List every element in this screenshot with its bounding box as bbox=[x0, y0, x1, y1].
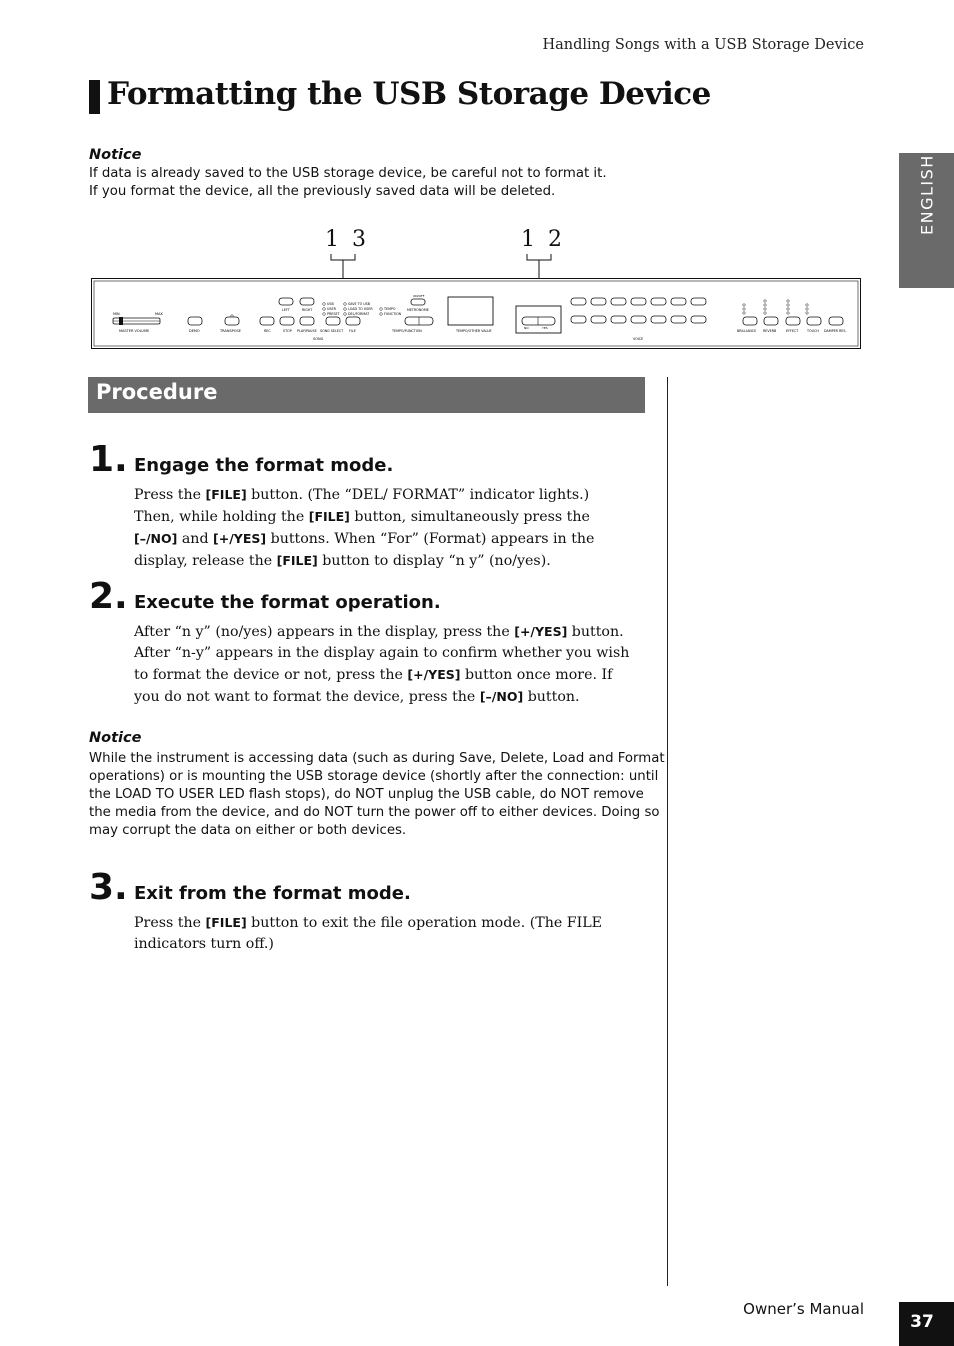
bracket-a bbox=[331, 254, 355, 260]
file-key: [FILE] bbox=[205, 915, 247, 930]
rec-button bbox=[260, 317, 274, 325]
no-key: [–/NO] bbox=[134, 531, 178, 546]
notice-line: may corrupt the data on either or both devices. bbox=[89, 823, 407, 838]
usb-label: USB bbox=[327, 302, 334, 306]
file-key: [FILE] bbox=[205, 487, 247, 502]
page-number: 37 bbox=[910, 1312, 934, 1332]
brilliance-button bbox=[743, 317, 757, 325]
on-off-label: ON/OFF bbox=[413, 294, 425, 298]
notice-label: Notice bbox=[89, 730, 142, 746]
load-to-user-label: LOAD TO USER bbox=[348, 307, 373, 311]
notice-text bbox=[89, 750, 665, 840]
column-divider bbox=[667, 377, 668, 1286]
touch-label: TOUCH bbox=[807, 329, 819, 333]
reverb-button bbox=[764, 317, 778, 325]
step-number: 3. bbox=[89, 867, 128, 908]
del-format-label: DEL/FORMAT bbox=[348, 312, 370, 316]
notice-label: Notice bbox=[89, 147, 142, 163]
transpose-label: TRANSPOSE bbox=[220, 329, 241, 333]
play-pause-label: PLAY/PAUSE bbox=[297, 329, 317, 333]
step-number: 1. bbox=[89, 439, 128, 480]
function-label: FUNCTION bbox=[384, 312, 402, 316]
page-title: Formatting the USB Storage Device bbox=[107, 76, 711, 112]
rec-label: REC bbox=[264, 329, 271, 333]
callout-steps-b: 1 2 bbox=[521, 227, 565, 252]
effect-button bbox=[786, 317, 800, 325]
tempo-other-value-label: TEMPO/OTHER VALUE bbox=[456, 329, 492, 333]
yes-key: [+/YES] bbox=[407, 667, 461, 682]
notice-line: If data is already saved to the USB storage device, be careful not to format it. bbox=[89, 166, 607, 181]
bracket-b bbox=[527, 254, 551, 260]
no-key: [–/NO] bbox=[479, 689, 524, 704]
min-label: MIN bbox=[113, 312, 120, 316]
user-label: USER bbox=[327, 307, 336, 311]
damper-res-label: DAMPER RES. bbox=[824, 329, 847, 333]
stop-label: STOP bbox=[283, 329, 292, 333]
page-number-box bbox=[899, 1302, 954, 1346]
yes-label: YES bbox=[542, 326, 548, 330]
play-pause-button bbox=[300, 317, 314, 325]
callout-steps-a: 1 3 bbox=[325, 227, 369, 252]
demo-label: DEMO bbox=[189, 329, 200, 333]
step-number: 2. bbox=[89, 576, 128, 617]
notice-line: If you format the device, all the previously saved data will be deleted. bbox=[89, 184, 556, 199]
language-tab-label: ENGLISH bbox=[917, 154, 937, 235]
notice-line: operations) or is mounting the USB storage device (shortly after the connection: until bbox=[89, 769, 659, 784]
yes-key: [+/YES] bbox=[213, 531, 267, 546]
right-label: RIGHT bbox=[302, 308, 313, 312]
touch-button bbox=[807, 317, 821, 325]
voice-label: VOICE bbox=[633, 337, 644, 341]
brilliance-label: BRILLIANCE bbox=[737, 329, 757, 333]
left-label: LEFT bbox=[282, 308, 290, 312]
preset-label: PRESET bbox=[327, 312, 340, 316]
notice-line: the LOAD TO USER LED flash stops), do NOT unplug the USB cable, do NOT remove bbox=[89, 787, 644, 802]
reverb-label: REVERB bbox=[763, 329, 777, 333]
procedure-section-header bbox=[88, 377, 645, 413]
step-heading: Exit from the format mode. bbox=[134, 883, 411, 904]
no-label: NO bbox=[524, 326, 529, 330]
file-key: [FILE] bbox=[276, 553, 318, 568]
control-panel-diagram bbox=[91, 278, 861, 349]
stop-button bbox=[280, 317, 294, 325]
transpose-button bbox=[225, 317, 239, 325]
save-to-usb-label: SAVE TO USB bbox=[348, 302, 371, 306]
left-button bbox=[279, 298, 293, 305]
yes-key: [+/YES] bbox=[514, 624, 568, 639]
step-body: Press the [FILE] button to exit the file operation mode. (The FILE indicators turn off.) bbox=[134, 915, 602, 952]
led-display bbox=[448, 297, 493, 325]
song-label: SONG bbox=[313, 337, 324, 341]
master-volume-label: MASTER VOLUME bbox=[119, 329, 150, 333]
step-body: Press the [FILE] button. (The “DEL/ FORMAT” indicator lights.) Then, while holding the [FILE] button, simultaneously press the [–/NO] and [+/YES] buttons. When “For” (Format) appears in the display, release the [FILE] button to display “n y” (no/yes). bbox=[134, 487, 595, 569]
right-button bbox=[300, 298, 314, 305]
no-yes-buttons bbox=[522, 317, 555, 325]
effect-label: EFFECT bbox=[786, 329, 799, 333]
demo-button bbox=[188, 317, 202, 325]
running-header: Handling Songs with a USB Storage Device bbox=[542, 37, 864, 53]
metronome-button bbox=[411, 299, 425, 305]
tempo-label: TEMPO bbox=[384, 307, 396, 311]
notice-line: the media from the device, and do NOT turn the power off to either devices. Doing so bbox=[89, 805, 660, 820]
procedure-title: Procedure bbox=[96, 380, 218, 404]
notice-line: While the instrument is accessing data (such as during Save, Delete, Load and Format bbox=[89, 751, 665, 766]
file-button bbox=[346, 317, 360, 325]
metronome-label: METRONOME bbox=[407, 308, 429, 312]
step-heading: Execute the format operation. bbox=[134, 592, 441, 613]
step-heading: Engage the format mode. bbox=[134, 455, 394, 476]
file-label: FILE bbox=[349, 329, 356, 333]
volume-knob bbox=[119, 317, 123, 325]
tempo-function-label: TEMPO/FUNCTION bbox=[392, 329, 422, 333]
footer-label: Owner’s Manual bbox=[743, 1300, 864, 1318]
file-key: [FILE] bbox=[308, 509, 350, 524]
song-select-button bbox=[326, 317, 340, 325]
step-body: After “n y” (no/yes) appears in the display, press the [+/YES] button. After “n-y” appears in the display again to confirm whether you wish to format the device or not, press the [+/YES] button once more. If you do not want to format the device, press the [–/NO] button. bbox=[134, 624, 630, 705]
damper-res-button bbox=[829, 317, 843, 325]
max-label: MAX bbox=[155, 312, 163, 316]
song-select-label: SONG SELECT bbox=[320, 329, 344, 333]
